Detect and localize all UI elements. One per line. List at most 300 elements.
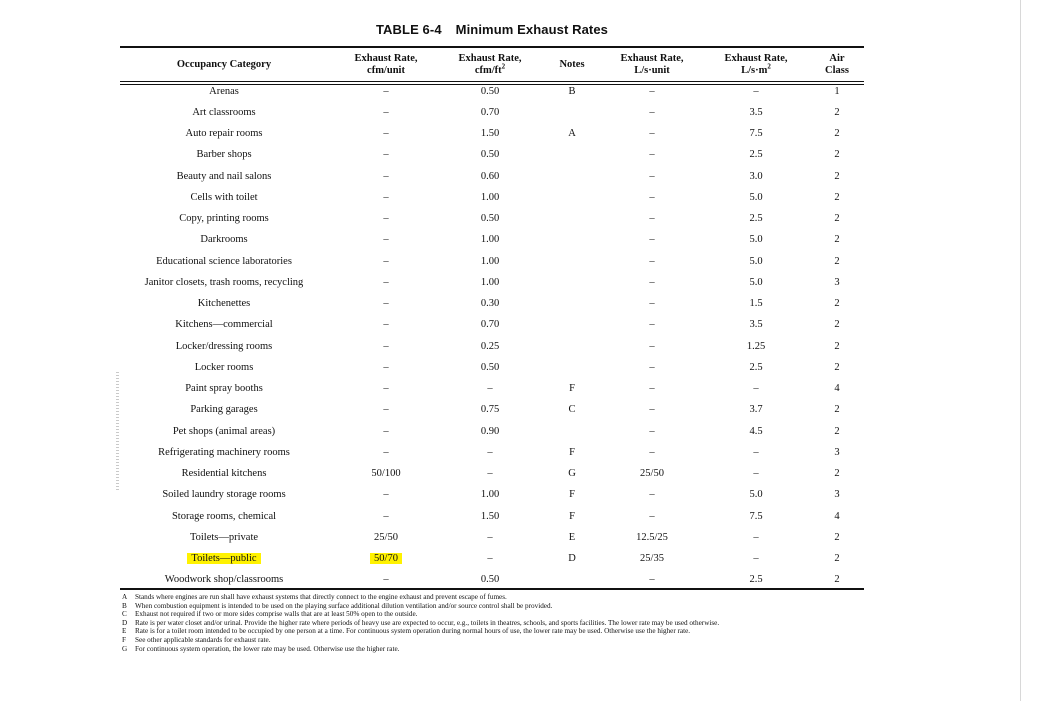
cell-ls-m2 <box>708 314 804 335</box>
cell-cfm-ft2-text: 0.50 <box>480 85 500 97</box>
header-occupancy-text: Occupancy Category <box>176 59 272 70</box>
cell-category-text: Woodwork shop/classrooms <box>164 574 284 586</box>
header-cfm-ft2-sup: 2 <box>501 62 506 71</box>
cell-ls-m2-text: 3.7 <box>749 404 763 416</box>
cell-cfm-unit-text: – <box>383 85 389 97</box>
cell-ls-unit-text: – <box>649 425 655 437</box>
cell-category-text: Pet shops (animal areas) <box>172 425 276 437</box>
cell-cfm-ft2-text: 1.50 <box>480 510 500 522</box>
cell-cfm-ft2-text: 0.75 <box>480 404 500 416</box>
cell-cfm-ft2-text: – <box>487 553 493 565</box>
cell-ls-unit-text: – <box>649 213 655 225</box>
cell-ls-unit <box>604 251 700 272</box>
cell-air-class <box>812 123 862 144</box>
cell-category-text: Arenas <box>209 85 239 97</box>
cell-cfm-unit <box>340 378 432 399</box>
header-cfm-ft2 <box>444 50 536 80</box>
cell-notes <box>544 187 600 208</box>
table-row <box>120 336 864 357</box>
cell-air-class-text: 2 <box>834 106 840 118</box>
cell-ls-m2 <box>708 229 804 250</box>
cell-air-class-text: 2 <box>834 340 840 352</box>
cell-ls-unit-text: – <box>649 489 655 501</box>
cell-ls-m2-text: 2.5 <box>749 213 763 225</box>
cell-cfm-unit-text: – <box>383 106 389 118</box>
cell-cfm-ft2 <box>444 548 536 569</box>
cell-category <box>120 378 328 399</box>
table-row <box>120 421 864 442</box>
footnote-text: When combustion equipment is intended to be used on the playing surface additional dilution ventilation and/or source control shall be provided. <box>135 601 553 610</box>
cell-ls-m2-text: – <box>753 553 759 565</box>
cell-cfm-ft2-text: – <box>487 383 493 395</box>
cell-ls-unit <box>604 293 700 314</box>
cell-category-text: Residential kitchens <box>181 468 267 480</box>
cell-notes <box>544 506 600 527</box>
table-row <box>120 123 864 144</box>
cell-cfm-unit-text: – <box>383 128 389 140</box>
cell-ls-unit-text: – <box>649 276 655 288</box>
cell-air-class <box>812 442 862 463</box>
cell-ls-unit-text: – <box>649 404 655 416</box>
cell-cfm-unit-text: – <box>383 574 389 586</box>
cell-cfm-unit <box>340 399 432 420</box>
cell-cfm-unit <box>340 527 432 548</box>
cell-ls-m2-text: 7.5 <box>749 128 763 140</box>
cell-category <box>120 357 328 378</box>
table-row <box>120 272 864 293</box>
cell-category <box>120 421 328 442</box>
cell-air-class <box>812 506 862 527</box>
cell-cfm-ft2 <box>444 378 536 399</box>
header-cfm-unit <box>340 50 432 80</box>
cell-ls-unit <box>604 548 700 569</box>
cell-notes <box>544 378 600 399</box>
cell-category <box>120 272 328 293</box>
cell-ls-m2-text: – <box>753 85 759 97</box>
cell-notes <box>544 463 600 484</box>
cell-air-class-text: 2 <box>834 128 840 140</box>
cell-cfm-unit <box>340 102 432 123</box>
cell-air-class <box>812 208 862 229</box>
cell-cfm-ft2 <box>444 336 536 357</box>
cell-ls-unit-text: 25/50 <box>640 468 664 480</box>
table-title-text: Minimum Exhaust Rates <box>455 22 609 37</box>
cell-cfm-ft2 <box>444 484 536 505</box>
cell-cfm-unit <box>340 144 432 165</box>
cell-cfm-unit <box>340 293 432 314</box>
cell-ls-m2 <box>708 527 804 548</box>
cell-ls-m2 <box>708 272 804 293</box>
footnote <box>122 602 866 611</box>
table-top-rule <box>120 46 864 48</box>
cell-category-text: Toilets—public <box>187 553 260 564</box>
cell-ls-unit <box>604 208 700 229</box>
cell-notes <box>544 208 600 229</box>
footnote-key: B <box>122 601 127 610</box>
cell-ls-m2 <box>708 463 804 484</box>
cell-ls-m2-text: 3.5 <box>749 319 763 331</box>
footnote-text: For continuous system operation, the lower rate may be used. Otherwise use the higher rate. <box>135 644 400 653</box>
cell-notes <box>544 293 600 314</box>
cell-air-class <box>812 187 862 208</box>
cell-category <box>120 442 328 463</box>
cell-ls-m2-text: 5.0 <box>749 191 763 203</box>
cell-air-class <box>812 336 862 357</box>
cell-ls-m2 <box>708 81 804 102</box>
cell-ls-unit-text: – <box>649 574 655 586</box>
cell-cfm-ft2-text: 0.50 <box>480 574 500 586</box>
cell-ls-m2-text: 2.5 <box>749 574 763 586</box>
footnote-text: Rate is for a toilet room intended to be occupied by one person at a time. For continuous system operation during normal hours of use, the lower rate may be used. Otherwise use the higher rate. <box>135 627 691 636</box>
cell-air-class-text: 2 <box>834 574 840 586</box>
cell-ls-unit <box>604 421 700 442</box>
cell-cfm-ft2-text: 1.00 <box>480 255 500 267</box>
cell-notes <box>544 484 600 505</box>
cell-cfm-unit <box>340 442 432 463</box>
cell-ls-unit <box>604 102 700 123</box>
footnote <box>122 610 866 619</box>
cell-air-class <box>812 421 862 442</box>
table-row <box>120 357 864 378</box>
cell-air-class-text: 2 <box>834 149 840 161</box>
cell-cfm-ft2 <box>444 527 536 548</box>
cell-cfm-unit <box>340 357 432 378</box>
cell-category <box>120 251 328 272</box>
header-ls-unit-line1: Exhaust Rate, <box>620 53 684 64</box>
cell-cfm-ft2 <box>444 229 536 250</box>
cell-ls-unit-text: – <box>649 383 655 395</box>
cell-ls-unit-text: – <box>649 255 655 267</box>
cell-ls-m2 <box>708 251 804 272</box>
cell-ls-m2 <box>708 208 804 229</box>
footnote <box>122 627 866 636</box>
cell-air-class <box>812 251 862 272</box>
cell-category <box>120 527 328 548</box>
cell-ls-unit <box>604 166 700 187</box>
table-row <box>120 144 864 165</box>
cell-air-class <box>812 463 862 484</box>
cell-cfm-ft2-text: 1.00 <box>480 234 500 246</box>
cell-notes <box>544 272 600 293</box>
header-air-class <box>812 50 862 80</box>
cell-cfm-ft2-text: 0.50 <box>480 149 500 161</box>
cell-air-class-text: 1 <box>834 85 840 97</box>
cell-ls-unit <box>604 272 700 293</box>
cell-category-text: Locker/dressing rooms <box>175 340 273 352</box>
cell-cfm-ft2 <box>444 102 536 123</box>
footnote <box>122 593 866 602</box>
cell-notes <box>544 548 600 569</box>
cell-cfm-ft2 <box>444 314 536 335</box>
cell-air-class <box>812 81 862 102</box>
header-ls-m2 <box>708 50 804 80</box>
cell-cfm-unit-text: – <box>383 404 389 416</box>
cell-cfm-ft2-text: – <box>487 446 493 458</box>
cell-ls-unit-text: – <box>649 170 655 182</box>
footnote <box>122 636 866 645</box>
cell-cfm-unit <box>340 81 432 102</box>
cell-cfm-ft2-text: – <box>487 468 493 480</box>
cell-ls-unit-text: 25/35 <box>640 553 664 565</box>
footnote-text: See other applicable standards for exhaust rate. <box>135 635 271 644</box>
cell-ls-unit <box>604 357 700 378</box>
cell-air-class <box>812 166 862 187</box>
cell-cfm-ft2 <box>444 357 536 378</box>
table-row <box>120 399 864 420</box>
cell-notes-text: B <box>568 85 576 97</box>
cell-ls-unit-text: – <box>649 361 655 373</box>
footnote-key: A <box>122 593 128 601</box>
cell-category <box>120 229 328 250</box>
cell-cfm-ft2-text: 0.50 <box>480 361 500 373</box>
cell-cfm-ft2 <box>444 421 536 442</box>
footnote-text: Rate is per water closet and/or urinal. Provide the higher rate where periods of heavy use are expected to occur, e.g., toilets in theatres, schools, and sports facilities. The lower rate may be used otherwise. <box>135 618 720 627</box>
cell-cfm-unit <box>340 506 432 527</box>
cell-cfm-unit-text: – <box>383 298 389 310</box>
header-ls-m2-sup: 2 <box>767 62 771 71</box>
cell-ls-unit-text: – <box>649 298 655 310</box>
cell-ls-m2-text: 2.5 <box>749 149 763 161</box>
cell-cfm-unit-text: – <box>383 446 389 458</box>
cell-cfm-ft2 <box>444 506 536 527</box>
cell-ls-unit <box>604 144 700 165</box>
cell-air-class-text: 2 <box>834 468 840 480</box>
cell-air-class-text: 2 <box>834 255 840 267</box>
footnote-key: D <box>122 618 128 627</box>
cell-air-class <box>812 484 862 505</box>
cell-category-text: Toilets—private <box>189 531 259 543</box>
header-notes-text: Notes <box>559 59 585 70</box>
cell-cfm-ft2 <box>444 81 536 102</box>
cell-ls-m2-text: – <box>753 531 759 543</box>
cell-air-class <box>812 229 862 250</box>
cell-cfm-ft2-text: 0.60 <box>480 170 500 182</box>
cell-air-class-text: 2 <box>834 213 840 225</box>
table-row <box>120 229 864 250</box>
cell-cfm-unit <box>340 229 432 250</box>
cell-ls-unit-text: – <box>649 149 655 161</box>
cell-category <box>120 293 328 314</box>
cell-cfm-ft2-text: – <box>487 531 493 543</box>
cell-ls-m2-text: 2.5 <box>749 361 763 373</box>
cell-notes <box>544 336 600 357</box>
cell-ls-m2 <box>708 144 804 165</box>
cell-cfm-unit <box>340 421 432 442</box>
cell-cfm-unit-text: – <box>383 340 389 352</box>
cell-notes <box>544 251 600 272</box>
cell-category <box>120 144 328 165</box>
cell-air-class-text: 4 <box>834 383 840 395</box>
header-cfm-ft2-line1: Exhaust Rate, <box>458 53 522 64</box>
cell-cfm-unit <box>340 123 432 144</box>
cell-category-text: Cells with toilet <box>190 191 258 203</box>
cell-ls-unit <box>604 336 700 357</box>
cell-air-class-text: 3 <box>834 446 840 458</box>
cell-ls-unit-text: – <box>649 234 655 246</box>
header-occupancy <box>120 50 328 80</box>
cell-notes-text: F <box>569 383 575 395</box>
cell-air-class <box>812 314 862 335</box>
cell-ls-m2-text: 1.5 <box>749 298 763 310</box>
cell-ls-m2-text: 1.25 <box>746 340 766 352</box>
cell-category-text: Storage rooms, chemical <box>171 510 277 522</box>
header-cfm-unit-line1: Exhaust Rate, <box>354 53 418 64</box>
table-row <box>120 484 864 505</box>
cell-air-class-text: 2 <box>834 191 840 203</box>
cell-category <box>120 463 328 484</box>
cell-notes-text: E <box>568 531 576 543</box>
cell-category-text: Kitchens—commercial <box>175 319 273 331</box>
cell-ls-m2 <box>708 484 804 505</box>
footnote-key: F <box>122 635 126 644</box>
cell-cfm-unit <box>340 166 432 187</box>
cell-category-text: Paint spray booths <box>185 383 263 395</box>
cell-notes-text: F <box>569 510 575 522</box>
cell-category <box>120 81 328 102</box>
cell-category-text: Barber shops <box>196 149 252 161</box>
cell-cfm-ft2 <box>444 144 536 165</box>
cell-air-class-text: 4 <box>834 510 840 522</box>
cell-cfm-ft2-text: 1.00 <box>480 489 500 501</box>
cell-ls-unit <box>604 463 700 484</box>
cell-category-text: Kitchenettes <box>197 298 251 310</box>
cell-ls-unit <box>604 506 700 527</box>
table-row <box>120 251 864 272</box>
cell-ls-m2 <box>708 123 804 144</box>
cell-ls-m2 <box>708 102 804 123</box>
cell-category <box>120 548 328 569</box>
cell-category-text: Refrigerating machinery rooms <box>158 446 290 458</box>
cell-cfm-ft2 <box>444 399 536 420</box>
header-ls-m2-line2: L/s·m <box>741 65 768 76</box>
table-bottom-rule <box>120 588 864 590</box>
cell-ls-m2 <box>708 506 804 527</box>
cell-air-class <box>812 378 862 399</box>
cell-notes-text: F <box>569 446 575 458</box>
cell-air-class-text: 2 <box>834 170 840 182</box>
table-row <box>120 527 864 548</box>
cell-notes <box>544 144 600 165</box>
cell-cfm-unit-text: – <box>383 234 389 246</box>
cell-ls-m2-text: 3.5 <box>749 106 763 118</box>
cell-ls-unit-text: – <box>649 128 655 140</box>
table-row <box>120 187 864 208</box>
footnotes <box>122 593 866 653</box>
scan-artifact <box>116 372 119 490</box>
cell-ls-m2-text: 5.0 <box>749 489 763 501</box>
cell-cfm-ft2 <box>444 187 536 208</box>
cell-cfm-ft2 <box>444 251 536 272</box>
cell-air-class <box>812 357 862 378</box>
cell-ls-unit-text: – <box>649 85 655 97</box>
cell-notes-text: F <box>569 489 575 501</box>
cell-ls-unit <box>604 399 700 420</box>
cell-cfm-ft2-text: 0.30 <box>480 298 500 310</box>
cell-air-class-text: 2 <box>834 531 840 543</box>
cell-category-text: Copy, printing rooms <box>179 213 269 225</box>
cell-air-class-text: 3 <box>834 276 840 288</box>
cell-category-text: Beauty and nail salons <box>176 170 272 182</box>
cell-cfm-unit <box>340 314 432 335</box>
cell-notes <box>544 399 600 420</box>
cell-notes-text: D <box>568 553 576 565</box>
table-number: TABLE 6-4 <box>375 22 442 37</box>
table-row <box>120 442 864 463</box>
cell-category <box>120 336 328 357</box>
cell-ls-unit <box>604 527 700 548</box>
cell-cfm-unit-text: – <box>383 149 389 161</box>
cell-category-text: Art classrooms <box>192 106 256 118</box>
cell-cfm-unit <box>340 272 432 293</box>
cell-category <box>120 484 328 505</box>
cell-cfm-unit-text: – <box>383 255 389 267</box>
cell-category-text: Darkrooms <box>200 234 248 246</box>
cell-category <box>120 102 328 123</box>
cell-cfm-unit-text: – <box>383 276 389 288</box>
cell-ls-unit-text: – <box>649 319 655 331</box>
cell-category-text: Janitor closets, trash rooms, recycling <box>144 276 304 288</box>
footnote-key: G <box>122 644 128 653</box>
cell-category <box>120 187 328 208</box>
header-ls-m2-line1: Exhaust Rate, <box>724 53 788 64</box>
footnote-key: C <box>122 610 127 619</box>
cell-cfm-unit-text: – <box>383 489 389 501</box>
table-row <box>120 166 864 187</box>
cell-ls-unit-text: – <box>649 191 655 203</box>
cell-ls-m2 <box>708 166 804 187</box>
cell-ls-m2-text: 5.0 <box>749 276 763 288</box>
cell-notes <box>544 102 600 123</box>
cell-ls-m2-text: 5.0 <box>749 234 763 246</box>
cell-ls-m2 <box>708 421 804 442</box>
cell-category <box>120 123 328 144</box>
cell-cfm-unit <box>340 336 432 357</box>
cell-air-class <box>812 399 862 420</box>
cell-notes <box>544 166 600 187</box>
header-cfm-unit-line2: cfm/unit <box>367 65 405 76</box>
table-row <box>120 548 864 569</box>
cell-category <box>120 314 328 335</box>
cell-air-class-text: 2 <box>834 298 840 310</box>
cell-ls-unit <box>604 81 700 102</box>
cell-air-class <box>812 144 862 165</box>
cell-notes <box>544 527 600 548</box>
footnote-key: E <box>122 627 127 636</box>
cell-ls-m2-text: 3.0 <box>749 170 763 182</box>
cell-cfm-ft2-text: 0.70 <box>480 319 500 331</box>
cell-air-class <box>812 102 862 123</box>
header-notes <box>544 50 600 80</box>
cell-cfm-unit <box>340 484 432 505</box>
cell-cfm-ft2-text: 1.50 <box>480 128 500 140</box>
cell-cfm-unit <box>340 251 432 272</box>
table-row <box>120 81 864 102</box>
cell-cfm-ft2-text: 1.00 <box>480 191 500 203</box>
cell-cfm-unit-text: – <box>383 191 389 203</box>
cell-notes-text: A <box>568 128 576 140</box>
cell-cfm-unit-text: 50/70 <box>370 553 402 564</box>
cell-notes <box>544 123 600 144</box>
cell-ls-m2-text: 4.5 <box>749 425 763 437</box>
table-row <box>120 208 864 229</box>
cell-ls-unit <box>604 229 700 250</box>
cell-cfm-unit-text: – <box>383 213 389 225</box>
cell-cfm-unit-text: – <box>383 510 389 522</box>
cell-air-class-text: 2 <box>834 553 840 565</box>
table-row <box>120 506 864 527</box>
table-row <box>120 102 864 123</box>
cell-notes-text: G <box>568 468 576 480</box>
